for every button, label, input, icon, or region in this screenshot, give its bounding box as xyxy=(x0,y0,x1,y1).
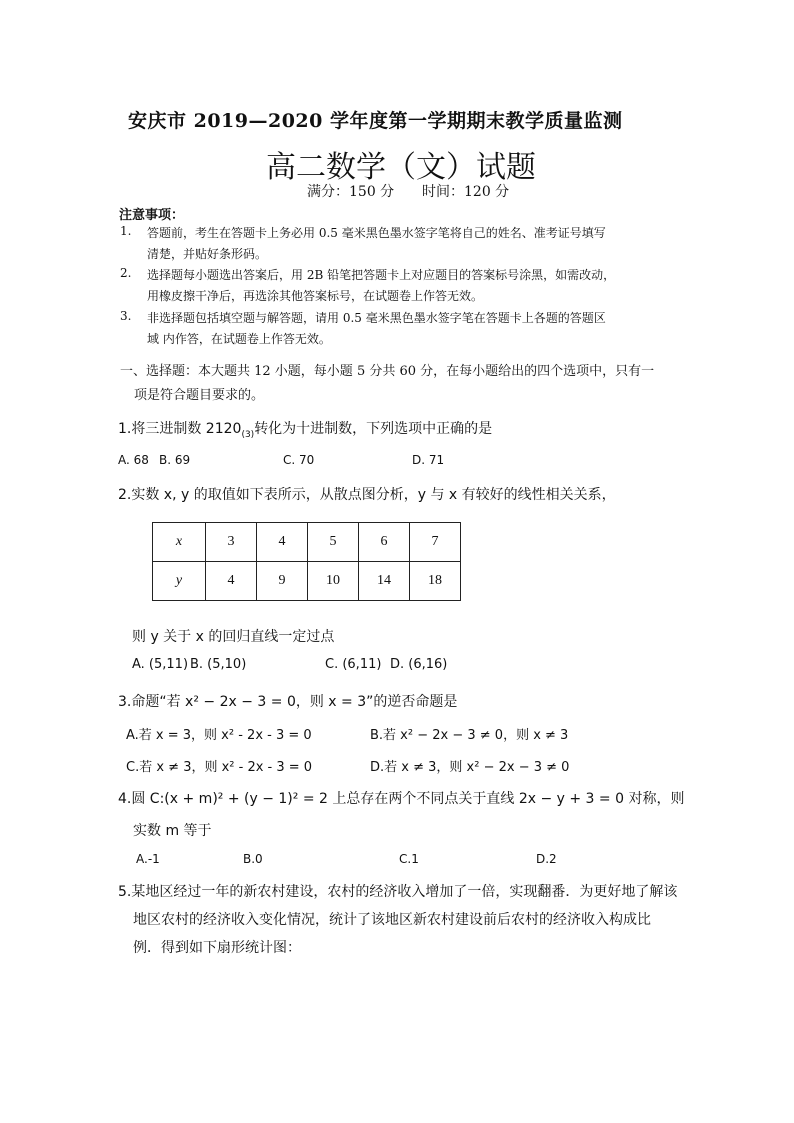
table-row xyxy=(153,523,461,562)
exam-title: 安庆市 2019—2020 学年度第一学期期末教学质量监测 xyxy=(128,110,623,132)
q4-option-a: A.-1 xyxy=(136,852,160,866)
q3-option-b: B.若 x² − 2x − 3 ≠ 0，则 x ≠ 3 xyxy=(370,728,569,743)
section-heading-cont: 项是符合题目要求的。 xyxy=(134,388,265,403)
table-cell: 7 xyxy=(410,523,461,562)
q1-option-d: D. 71 xyxy=(412,453,445,467)
section-heading: 一、选择题：本大题共 12 小题，每小题 5 分共 60 分，在每小题给出的四个选项中，只有一 xyxy=(120,364,655,379)
notice-line: 域 内作答，在试题卷上作答无效。 xyxy=(147,332,331,346)
exam-time: 时间：120 分 xyxy=(422,184,510,200)
notice-line: 答题前，考生在答题卡上务必用 0.5 毫米黑色墨水签字笔将自己的姓名、准考证号填写 xyxy=(147,226,606,240)
table-cell: 5 xyxy=(308,523,359,562)
question-5-stem-cont: 地区农村的经济收入变化情况，统计了该地区新农村建设前后农村的经济收入构成比 xyxy=(133,912,651,928)
q1-post: 转化为十进制数，下列选项中正确的是 xyxy=(254,421,493,437)
table-cell: 9 xyxy=(257,562,308,601)
q2-option-c: C. (6,11) xyxy=(325,657,382,672)
table-header-x: x xyxy=(153,523,206,562)
question-4-stem: 4.圆 C:(x + m)² + (y − 1)² = 2 上总存在两个不同点关于直线 2x − y + 3 = 0 对称，则 xyxy=(118,791,685,807)
notice-num: 3. xyxy=(120,309,132,323)
question-5-stem-cont: 例．得到如下扇形统计图： xyxy=(133,940,301,956)
q1-option-a: A. 68 xyxy=(118,453,149,467)
table-cell: 10 xyxy=(308,562,359,601)
notice-num: 2. xyxy=(120,266,132,280)
notice-line: 非选择题包括填空题与解答题，请用 0.5 毫米黑色墨水签字笔在答题卡上各题的答题区 xyxy=(147,311,606,325)
q4-option-d: D.2 xyxy=(536,852,557,866)
q2-option-a: A. (5,11) xyxy=(132,657,189,672)
xy-data-table xyxy=(152,522,461,601)
full-score: 满分：150 分 xyxy=(307,184,395,200)
notice-num: 1. xyxy=(120,224,132,238)
q3-option-a: A.若 x = 3，则 x² - 2x - 3 = 0 xyxy=(126,728,312,743)
q3-option-d: D.若 x ≠ 3，则 x² − 2x − 3 ≠ 0 xyxy=(370,760,570,775)
notice-line: 用橡皮擦干净后，再选涂其他答案标号，在试题卷上作答无效。 xyxy=(147,289,484,303)
question-2-stem: 2.实数 x, y 的取值如下表所示，从散点图分析，y 与 x 有较好的线性相关关系， xyxy=(118,487,616,503)
q4-option-c: C.1 xyxy=(399,852,419,866)
q1-option-c: C. 70 xyxy=(283,453,315,467)
table-cell: 14 xyxy=(359,562,410,601)
q2-option-d: D. (6,16) xyxy=(390,657,448,672)
notice-line: 清楚，并贴好条形码。 xyxy=(147,247,268,261)
table-header-y: y xyxy=(153,562,206,601)
table-row xyxy=(153,562,461,601)
subject-title: 高二数学（文）试题 xyxy=(266,150,536,185)
table-cell: 3 xyxy=(206,523,257,562)
q2-follow: 则 y 关于 x 的回归直线一定过点 xyxy=(132,629,335,645)
q2-option-b: B. (5,10) xyxy=(190,657,247,672)
notice-line: 选择题每小题选出答案后，用 2B 铅笔把答题卡上对应题目的答案标号涂黑，如需改动， xyxy=(147,268,616,282)
q4-option-b: B.0 xyxy=(243,852,263,866)
table-cell: 6 xyxy=(359,523,410,562)
question-5-stem: 5.某地区经过一年的新农村建设，农村的经济收入增加了一倍，实现翻番．为更好地了解该 xyxy=(118,884,678,900)
q1-pre: 1.将三进制数 2120 xyxy=(118,421,242,437)
table-cell: 18 xyxy=(410,562,461,601)
question-4-stem-cont: 实数 m 等于 xyxy=(133,823,212,839)
question-3-stem: 3.命题“若 x² − 2x − 3 = 0，则 x = 3”的逆否命题是 xyxy=(118,694,458,710)
table-cell: 4 xyxy=(206,562,257,601)
table-cell: 4 xyxy=(257,523,308,562)
q1-base: (3) xyxy=(241,429,255,440)
q1-option-b: B. 69 xyxy=(159,453,191,467)
question-1-stem xyxy=(118,418,492,440)
notice-heading: 注意事项： xyxy=(119,208,185,223)
q3-option-c: C.若 x ≠ 3，则 x² - 2x - 3 = 0 xyxy=(126,760,313,775)
